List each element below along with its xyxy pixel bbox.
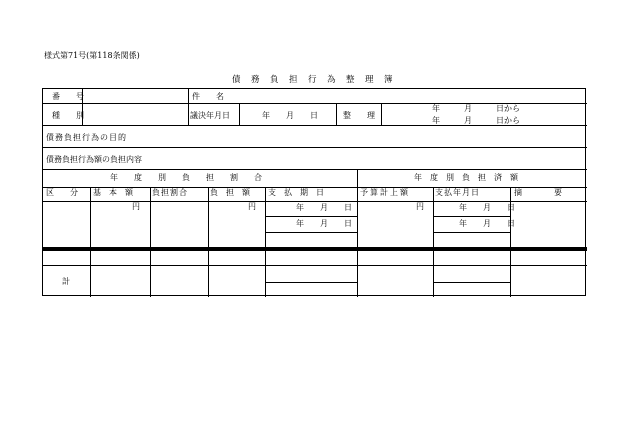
subject-field[interactable] (230, 89, 585, 102)
payment-date-1: 年 月 日 (296, 203, 352, 212)
type-label: 種 別 (52, 111, 84, 120)
content-label: 債務負担行為額の負担内容 (46, 155, 142, 164)
period-from-2: 年 月 日から (432, 116, 520, 125)
col-ratio: 負担割合 (152, 188, 188, 197)
page-title: 債 務 負 担 行 為 整 理 簿 (232, 75, 394, 85)
content-field[interactable] (150, 147, 585, 168)
col-payment-period: 支 払 期 日 (268, 188, 324, 197)
type-field[interactable] (83, 103, 188, 124)
section-header-paid: 年 度 別 負 担 済 額 (414, 173, 518, 182)
col-budget: 予算計上額 (360, 188, 410, 197)
resolution-date-value[interactable]: 年 月 日 (262, 111, 318, 120)
pay-date-1: 年 月 日 (459, 203, 515, 212)
burden-amount-yen: 円 (248, 202, 256, 211)
col-base-amount: 基 本 額 (93, 188, 133, 197)
purpose-label: 債務負担行為の目的 (46, 133, 127, 142)
col-division: 区 分 (46, 188, 78, 197)
total-label: 計 (62, 277, 70, 286)
form-label: 様式第71号(第118条関係) (44, 51, 140, 60)
col-remarks: 摘 要 (514, 188, 562, 197)
pay-date-2: 年 月 日 (459, 219, 515, 228)
col-pay-date: 支払年月日 (435, 188, 480, 197)
base-amount-yen: 円 (132, 202, 140, 211)
resolution-date-label: 議決年月日 (190, 111, 230, 120)
col-burden-amount: 負 担 額 (210, 188, 250, 197)
number-field[interactable] (83, 89, 188, 102)
number-label: 番 号 (52, 92, 84, 101)
payment-date-2: 年 月 日 (296, 219, 352, 228)
budget-yen: 円 (416, 202, 424, 211)
subject-label: 件 名 (192, 92, 224, 101)
section-header-ratio: 年 度 別 負 担 割 合 (110, 173, 262, 182)
organize-label: 整 理 (343, 111, 375, 120)
period-from-1: 年 月 日から (432, 104, 520, 113)
purpose-field[interactable] (150, 125, 585, 146)
